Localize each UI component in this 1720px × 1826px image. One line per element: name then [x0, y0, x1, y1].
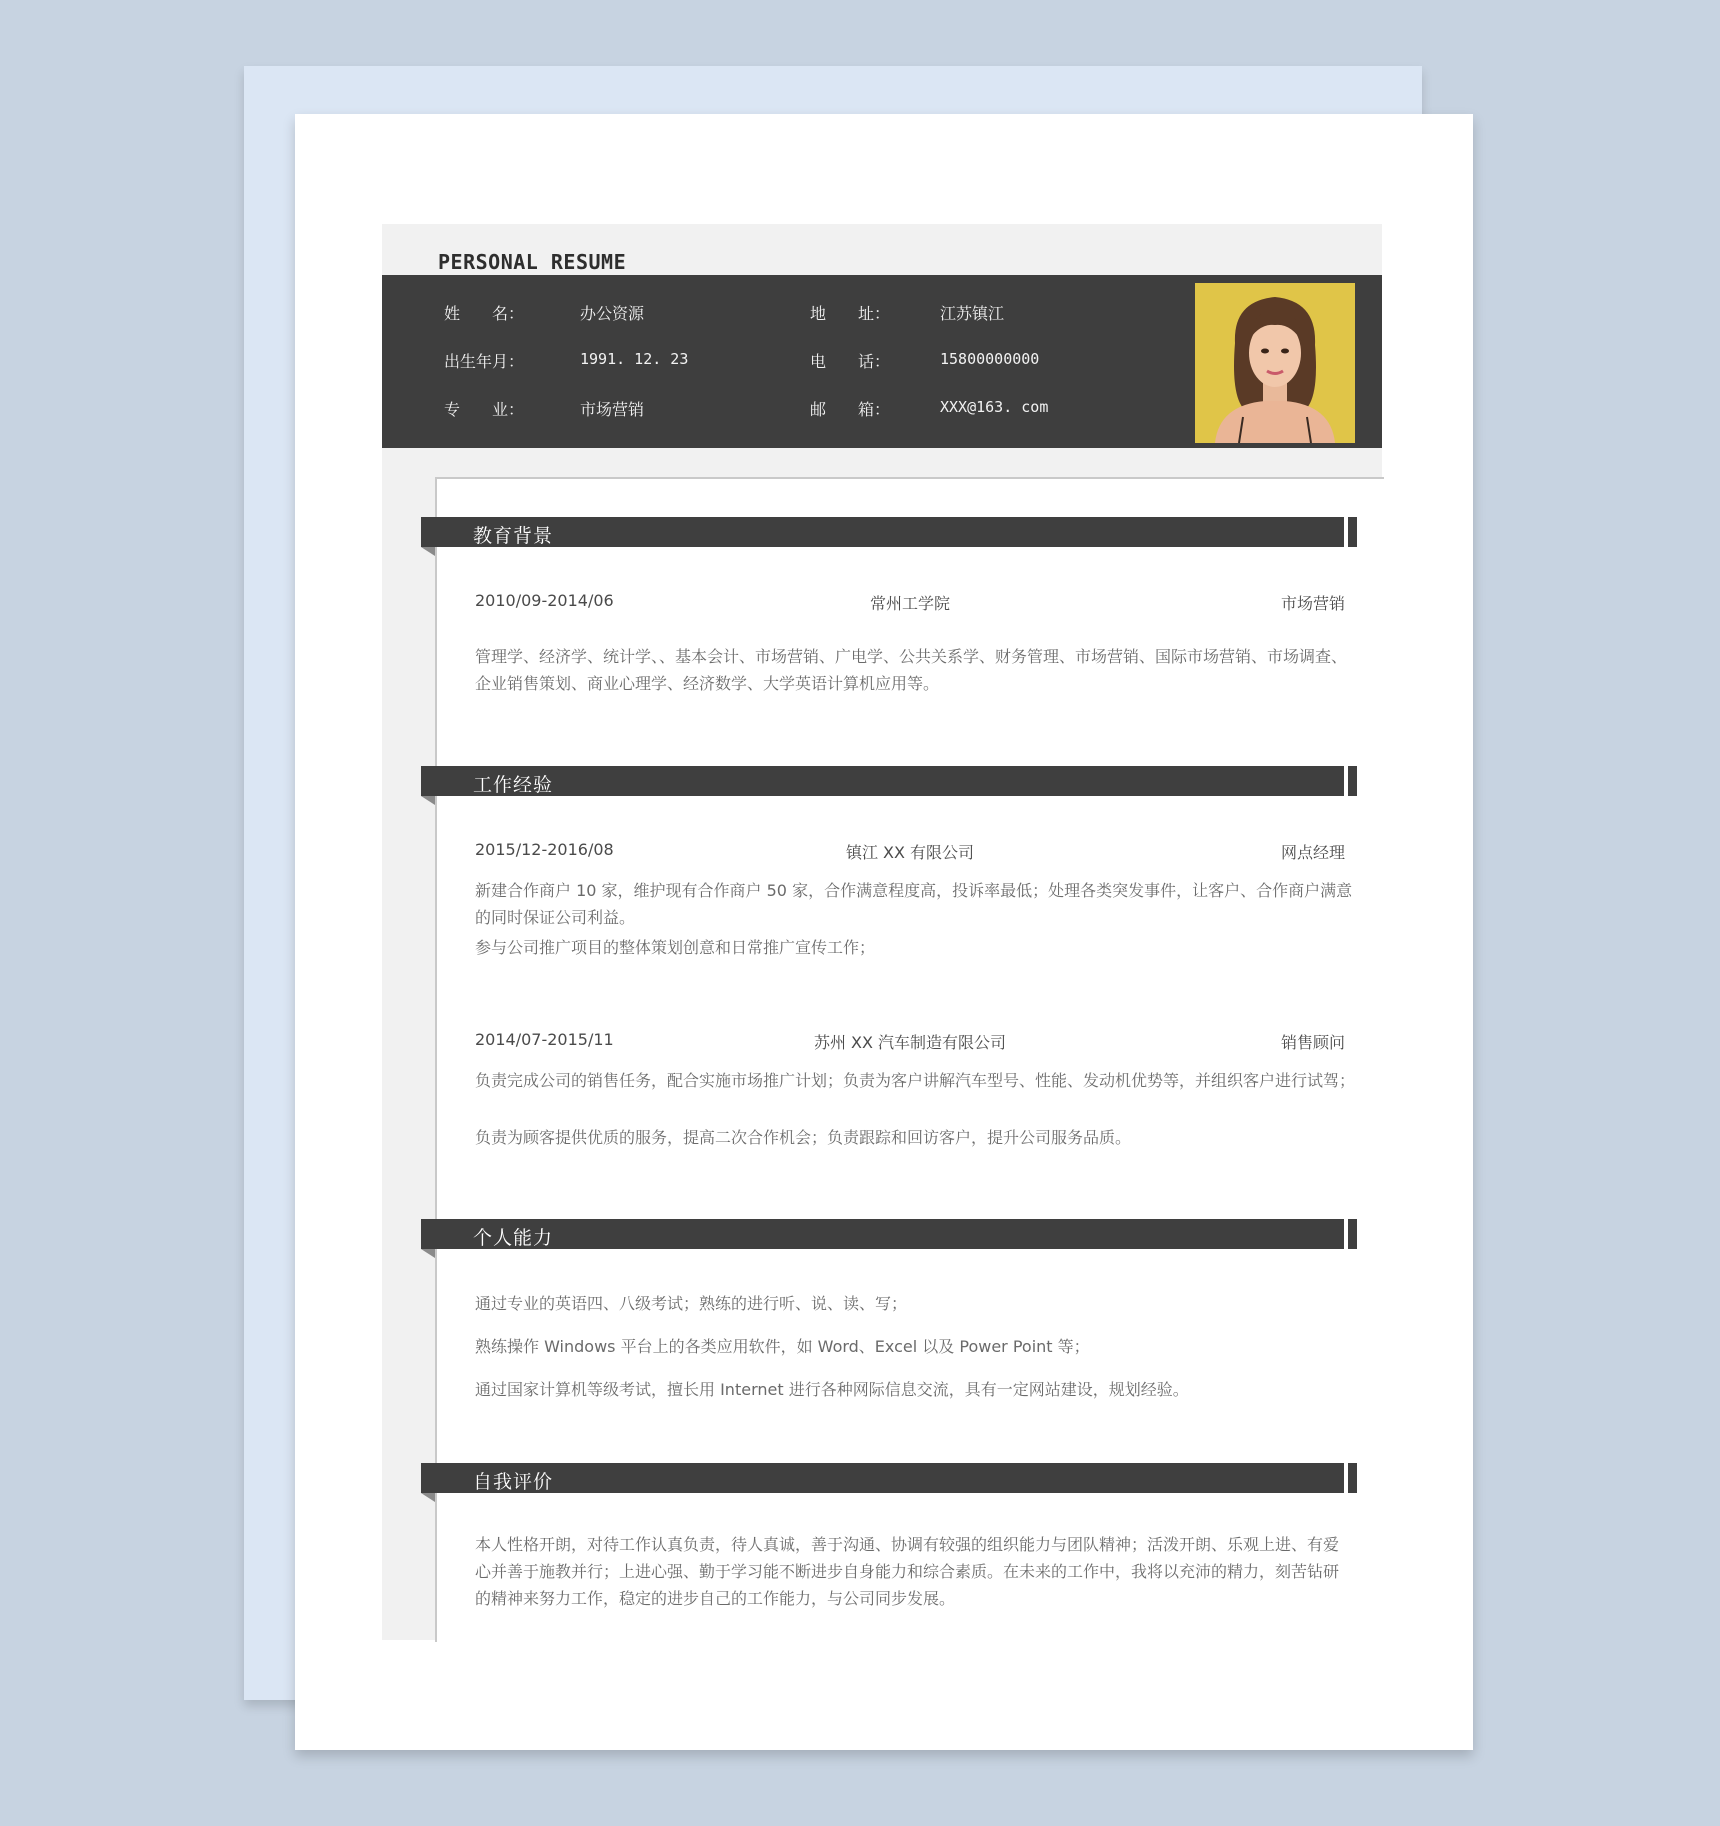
job-2-company: 苏州 XX 汽车制造有限公司: [813, 1033, 1007, 1052]
skill-item-2: 熟练操作 Windows 平台上的各类应用软件，如 Word、Excel 以及 Power Point 等；: [475, 1337, 1090, 1356]
job-2-position: 销售顾问: [1280, 1033, 1345, 1052]
name-label: 姓 名：: [444, 304, 525, 323]
job-1-position: 网点经理: [1280, 843, 1345, 862]
skills-title: 个人能力: [473, 1227, 554, 1249]
address-value: 江苏镇江: [940, 304, 1005, 323]
email-label: 邮 箱：: [810, 400, 891, 419]
job-2-desc-1: 负责完成公司的销售任务，配合实施市场推广计划；负责为客户讲解汽车型号、性能、发动机优势等，并组织客户进行试驾；: [475, 1071, 1356, 1090]
education-courses: 管理学、经济学、统计学、、基本会计、市场营销、广电学、公共关系学、财务管理、市场营销、国际市场营销、市场调查、企业销售策划、商业心理学、经济数学、大学英语计算机应用等。: [475, 647, 1348, 693]
job-2-desc-2: 负责为顾客提供优质的服务，提高二次合作机会；负责跟踪和回访客户，提升公司服务品质。: [475, 1128, 1132, 1147]
work-section-header: [421, 766, 1335, 796]
resume-title: PERSONAL RESUME: [438, 250, 627, 274]
education-major: 市场营销: [1280, 594, 1345, 613]
education-title: 教育背景: [473, 525, 554, 547]
education-row: [475, 591, 1345, 615]
profile-photo: [1195, 283, 1355, 443]
skill-item-3: 通过国家计算机等级考试，擅长用 Internet 进行各种网际信息交流，具有一定网站建设，规划经验。: [475, 1380, 1189, 1399]
address-label: 地 址：: [810, 304, 891, 323]
education-date: 2010/09-2014/06: [475, 591, 614, 610]
job-2-row: [475, 1030, 1345, 1054]
job-2-date: 2014/07-2015/11: [475, 1030, 614, 1049]
self-eval-title: 自我评价: [473, 1471, 554, 1493]
birth-value: 1991. 12. 23: [580, 350, 689, 368]
phone-value: 15800000000: [940, 350, 1040, 368]
work-title: 工作经验: [473, 774, 554, 796]
education-school: 常州工学院: [869, 594, 950, 613]
job-1-desc-2: 参与公司推广项目的整体策划创意和日常推广宣传工作；: [475, 938, 876, 957]
major-label: 专 业：: [444, 400, 525, 419]
resume-document: [382, 224, 1382, 1640]
resume-content-card: [435, 477, 1384, 1642]
email-value: XXX@163. com: [940, 398, 1049, 416]
name-value: 办公资源: [580, 304, 645, 323]
job-1-desc-1: 新建合作商户 10 家，维护现有合作商户 50 家，合作满意程度高，投诉率最低；处理各类突发事件，让客户、合作商户满意的同时保证公司利益。: [475, 881, 1353, 927]
skill-item-1: 通过专业的英语四、八级考试；熟练的进行听、说、读、写；: [475, 1294, 908, 1313]
phone-label: 电 话：: [810, 352, 891, 371]
portrait-icon: [1195, 283, 1355, 443]
personal-info-band: [382, 275, 1382, 448]
job-1-company: 镇江 XX 有限公司: [845, 843, 975, 862]
birth-label: 出生年月：: [444, 352, 525, 371]
education-section-header: [421, 517, 1335, 547]
skills-section-header: [421, 1219, 1335, 1249]
self-eval-section-header: [421, 1463, 1335, 1493]
self-eval-text: 本人性格开朗，对待工作认真负责，待人真诚，善于沟通、协调有较强的组织能力与团队精神；活泼开朗、乐观上进、有爱心并善于施教并行；上进心强、勤于学习能不断进步自身能力和综合素质。在未来的工作中，我将以充沛的精力，刻苦钻研的精神来努力工作，稳定的进步自己的工作能力，与公司同步发展。: [475, 1535, 1340, 1608]
job-1-date: 2015/12-2016/08: [475, 840, 614, 859]
major-value: 市场营销: [580, 400, 645, 419]
job-1-row: [475, 840, 1345, 864]
